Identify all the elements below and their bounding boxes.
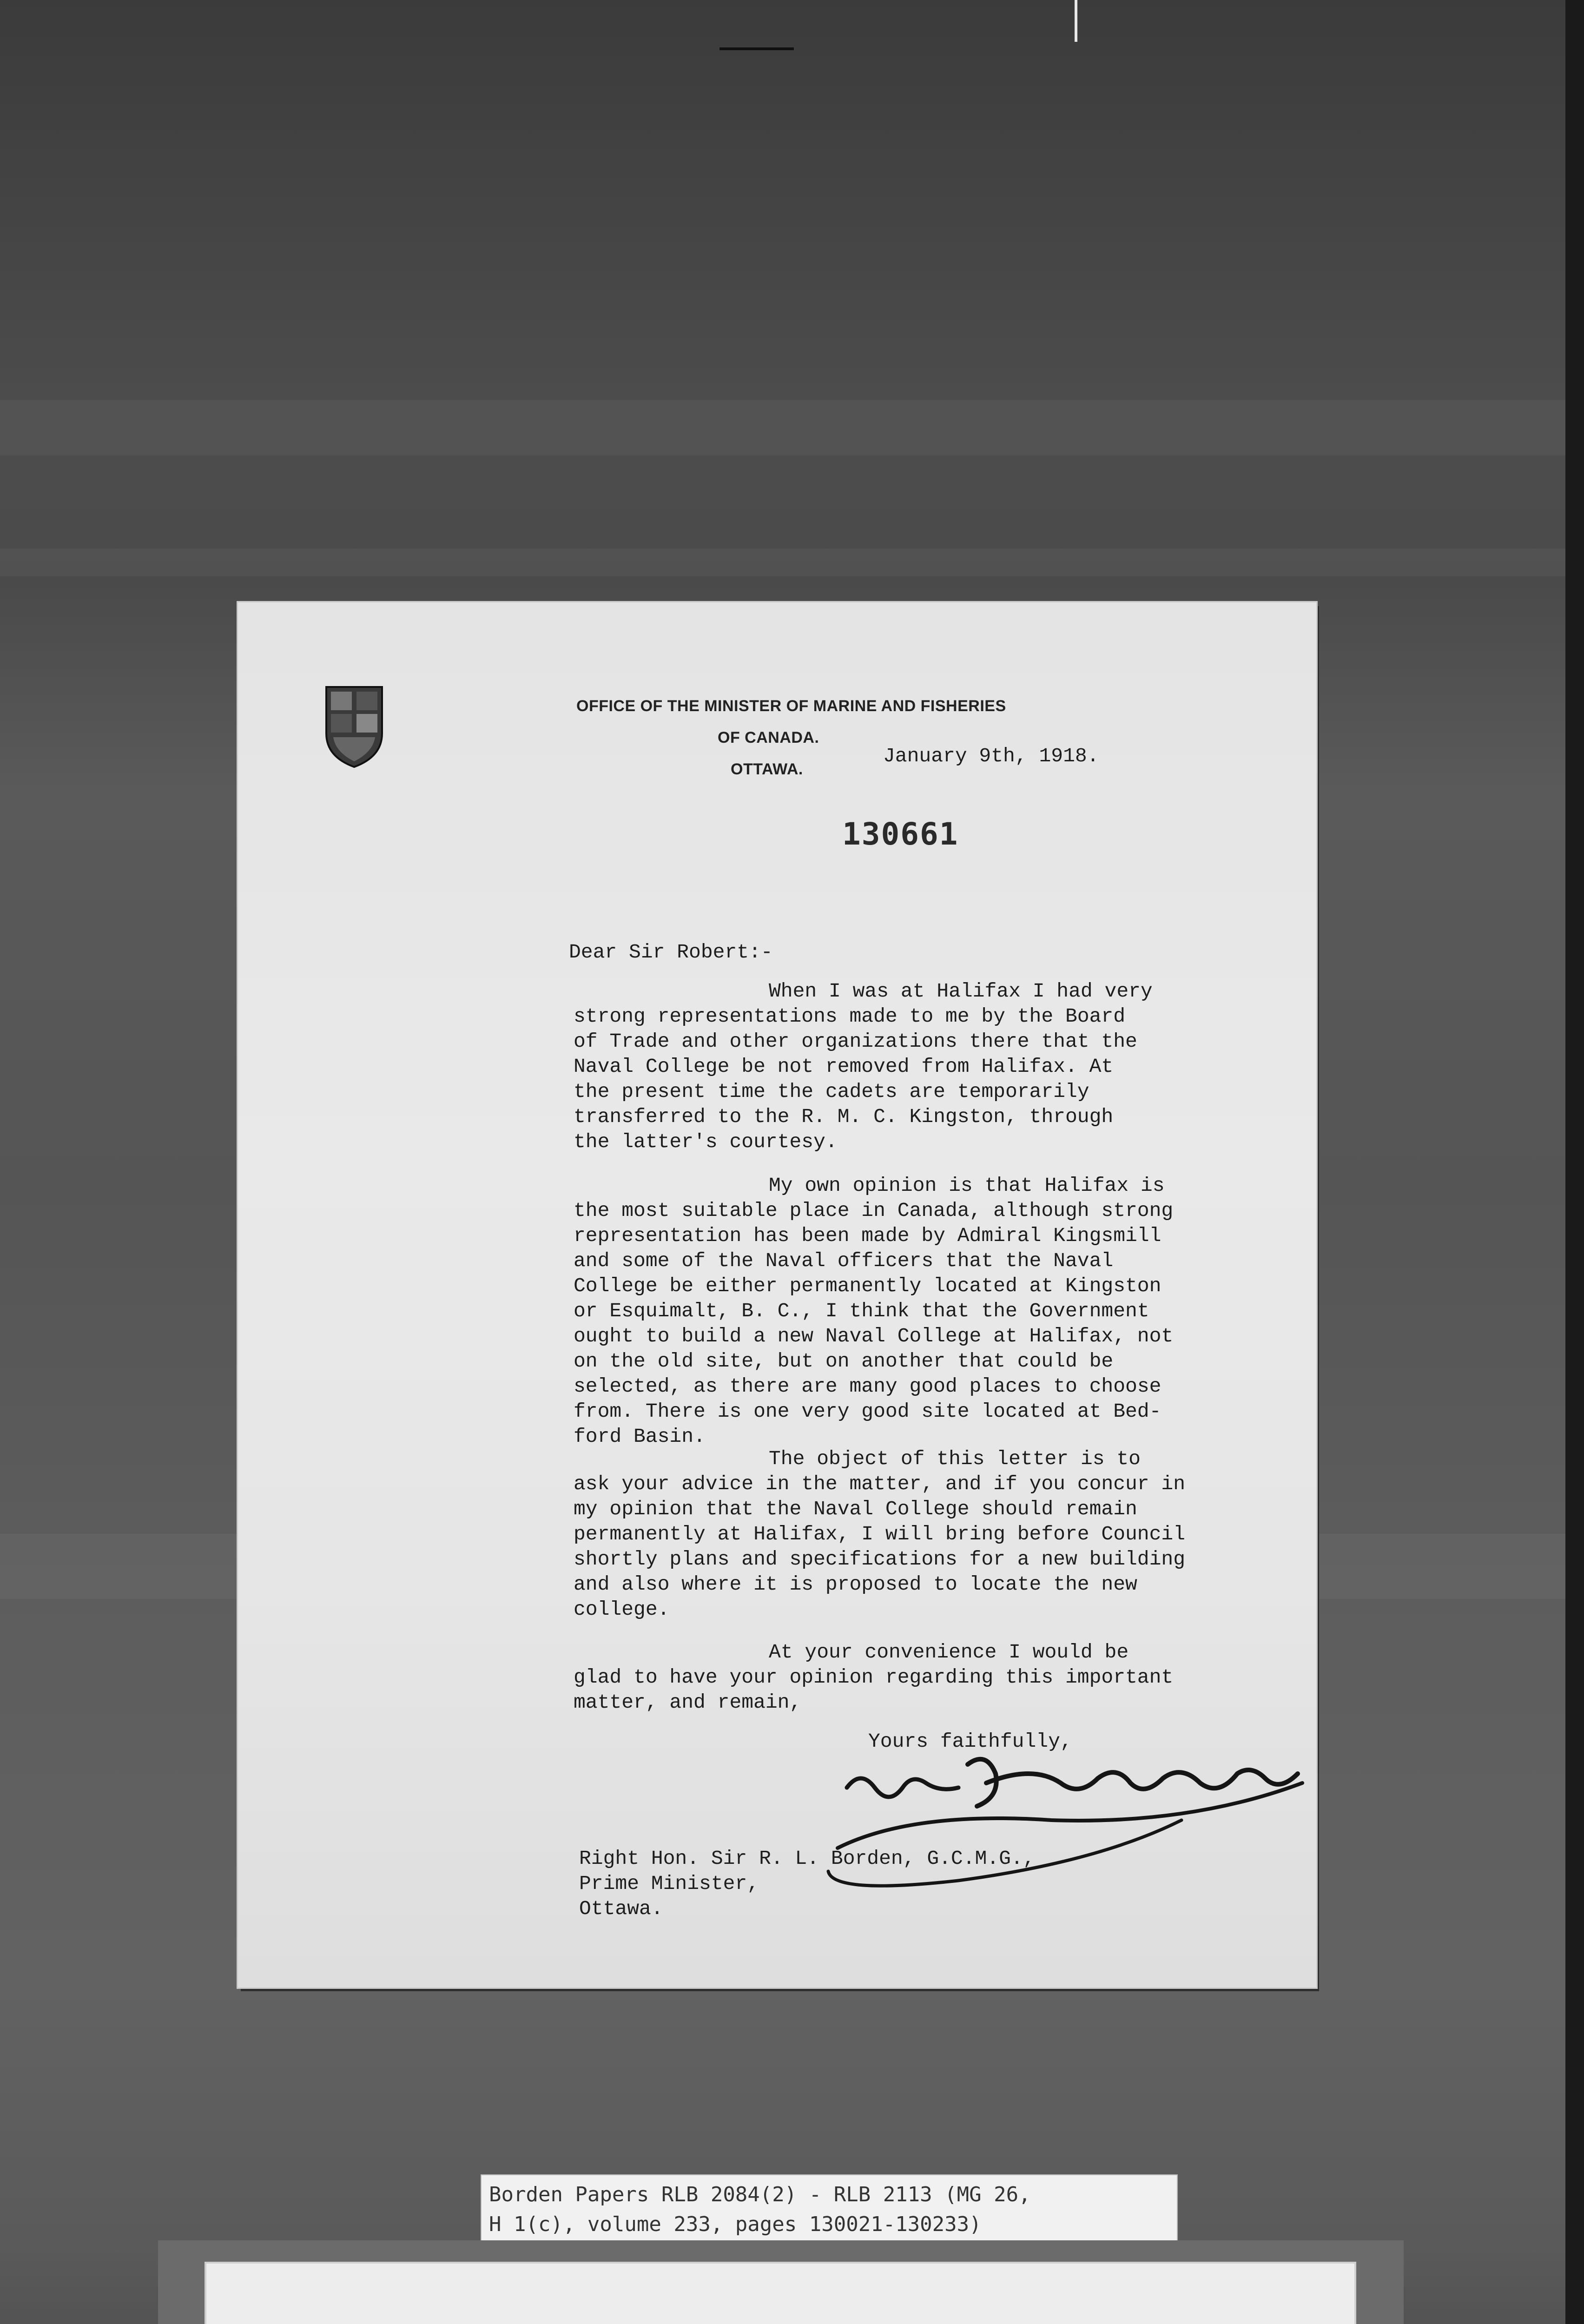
letterhead-country: OF CANADA. bbox=[718, 729, 819, 746]
archival-reference-slip bbox=[482, 2175, 1177, 2245]
paragraph-line: My own opinion is that Halifax is bbox=[769, 1174, 1165, 1197]
paragraph-line: from. There is one very good site located at Bed- bbox=[574, 1400, 1162, 1423]
paragraph-line: Naval College be not removed from Halifax. At bbox=[574, 1055, 1114, 1078]
paragraph-line: shortly plans and specifications for a new building bbox=[574, 1548, 1186, 1571]
paragraph-line: College be either permanently located at Kingston bbox=[574, 1274, 1162, 1297]
addressee-name: Right Hon. Sir R. L. Borden, G.C.M.G., bbox=[579, 1847, 1035, 1870]
film-band bbox=[0, 548, 1584, 576]
paragraph-line: ford Basin. bbox=[574, 1425, 706, 1448]
paragraph-line: of Trade and other organizations there that the bbox=[574, 1030, 1137, 1053]
paragraph-3 bbox=[574, 1446, 1299, 1622]
paragraph-line: selected, as there are many good places to choose bbox=[574, 1375, 1162, 1398]
paragraph-line: the latter's courtesy. bbox=[574, 1130, 838, 1153]
paragraph-line: glad to have your opinion regarding this important bbox=[574, 1666, 1174, 1689]
paragraph-2 bbox=[574, 1173, 1299, 1449]
letterhead-city: OTTAWA. bbox=[731, 760, 803, 778]
paragraph-1 bbox=[574, 979, 1299, 1155]
paragraph-line: the present time the cadets are temporarily bbox=[574, 1080, 1089, 1103]
reference-line-1: Borden Papers RLB 2084(2) - RLB 2113 (MG 26, bbox=[489, 2183, 1031, 2206]
paragraph-line: permanently at Halifax, I will bring before Council bbox=[574, 1523, 1186, 1545]
paragraph-4 bbox=[574, 1640, 1299, 1715]
paragraph-line: matter, and remain, bbox=[574, 1691, 802, 1714]
archive-card bbox=[206, 2264, 1354, 2324]
paragraph-line: strong representations made to me by the Board bbox=[574, 1005, 1125, 1028]
letterhead-office: OFFICE OF THE MINISTER OF MARINE AND FISHERIES bbox=[576, 697, 1006, 715]
paragraph-line: ask your advice in the matter, and if you concur in bbox=[574, 1472, 1186, 1495]
handwritten-signature bbox=[819, 1755, 1307, 1895]
paragraph-line: or Esquimalt, B. C., I think that the Government bbox=[574, 1300, 1149, 1322]
paragraph-line: college. bbox=[574, 1598, 670, 1621]
paragraph-line: transferred to the R. M. C. Kingston, through bbox=[574, 1105, 1114, 1128]
paragraph-line: and some of the Naval officers that the Naval bbox=[574, 1249, 1114, 1272]
addressee-city: Ottawa. bbox=[579, 1897, 663, 1920]
coat-of-arms-icon bbox=[322, 682, 387, 771]
paragraph-line: When I was at Halifax I had very bbox=[769, 980, 1153, 1003]
salutation: Dear Sir Robert:- bbox=[569, 941, 773, 964]
paragraph-line: ought to build a new Naval College at Halifax, not bbox=[574, 1325, 1174, 1347]
paragraph-line: The object of this letter is to bbox=[769, 1447, 1141, 1470]
file-number-stamp: 130661 bbox=[842, 816, 959, 852]
film-band bbox=[0, 400, 1584, 456]
paragraph-line: my opinion that the Naval College should remain bbox=[574, 1498, 1137, 1520]
reference-line-2: H 1(c), volume 233, pages 130021-130233) bbox=[489, 2212, 982, 2236]
addressee-title: Prime Minister, bbox=[579, 1872, 759, 1895]
letter-date: January 9th, 1918. bbox=[883, 745, 1099, 767]
letter-page bbox=[238, 602, 1316, 1987]
paragraph-line: and also where it is proposed to locate the new bbox=[574, 1573, 1137, 1596]
paragraph-line: on the old site, but on another that could be bbox=[574, 1350, 1114, 1373]
closing: Yours faithfully, bbox=[868, 1730, 1072, 1753]
paragraph-line: At your convenience I would be bbox=[769, 1641, 1129, 1664]
paragraph-line: representation has been made by Admiral Kingsmill bbox=[574, 1224, 1162, 1247]
film-edge-right bbox=[1565, 0, 1584, 2324]
film-scratch bbox=[1075, 0, 1077, 42]
film-scratch bbox=[719, 47, 794, 50]
paragraph-line: the most suitable place in Canada, although strong bbox=[574, 1199, 1174, 1222]
